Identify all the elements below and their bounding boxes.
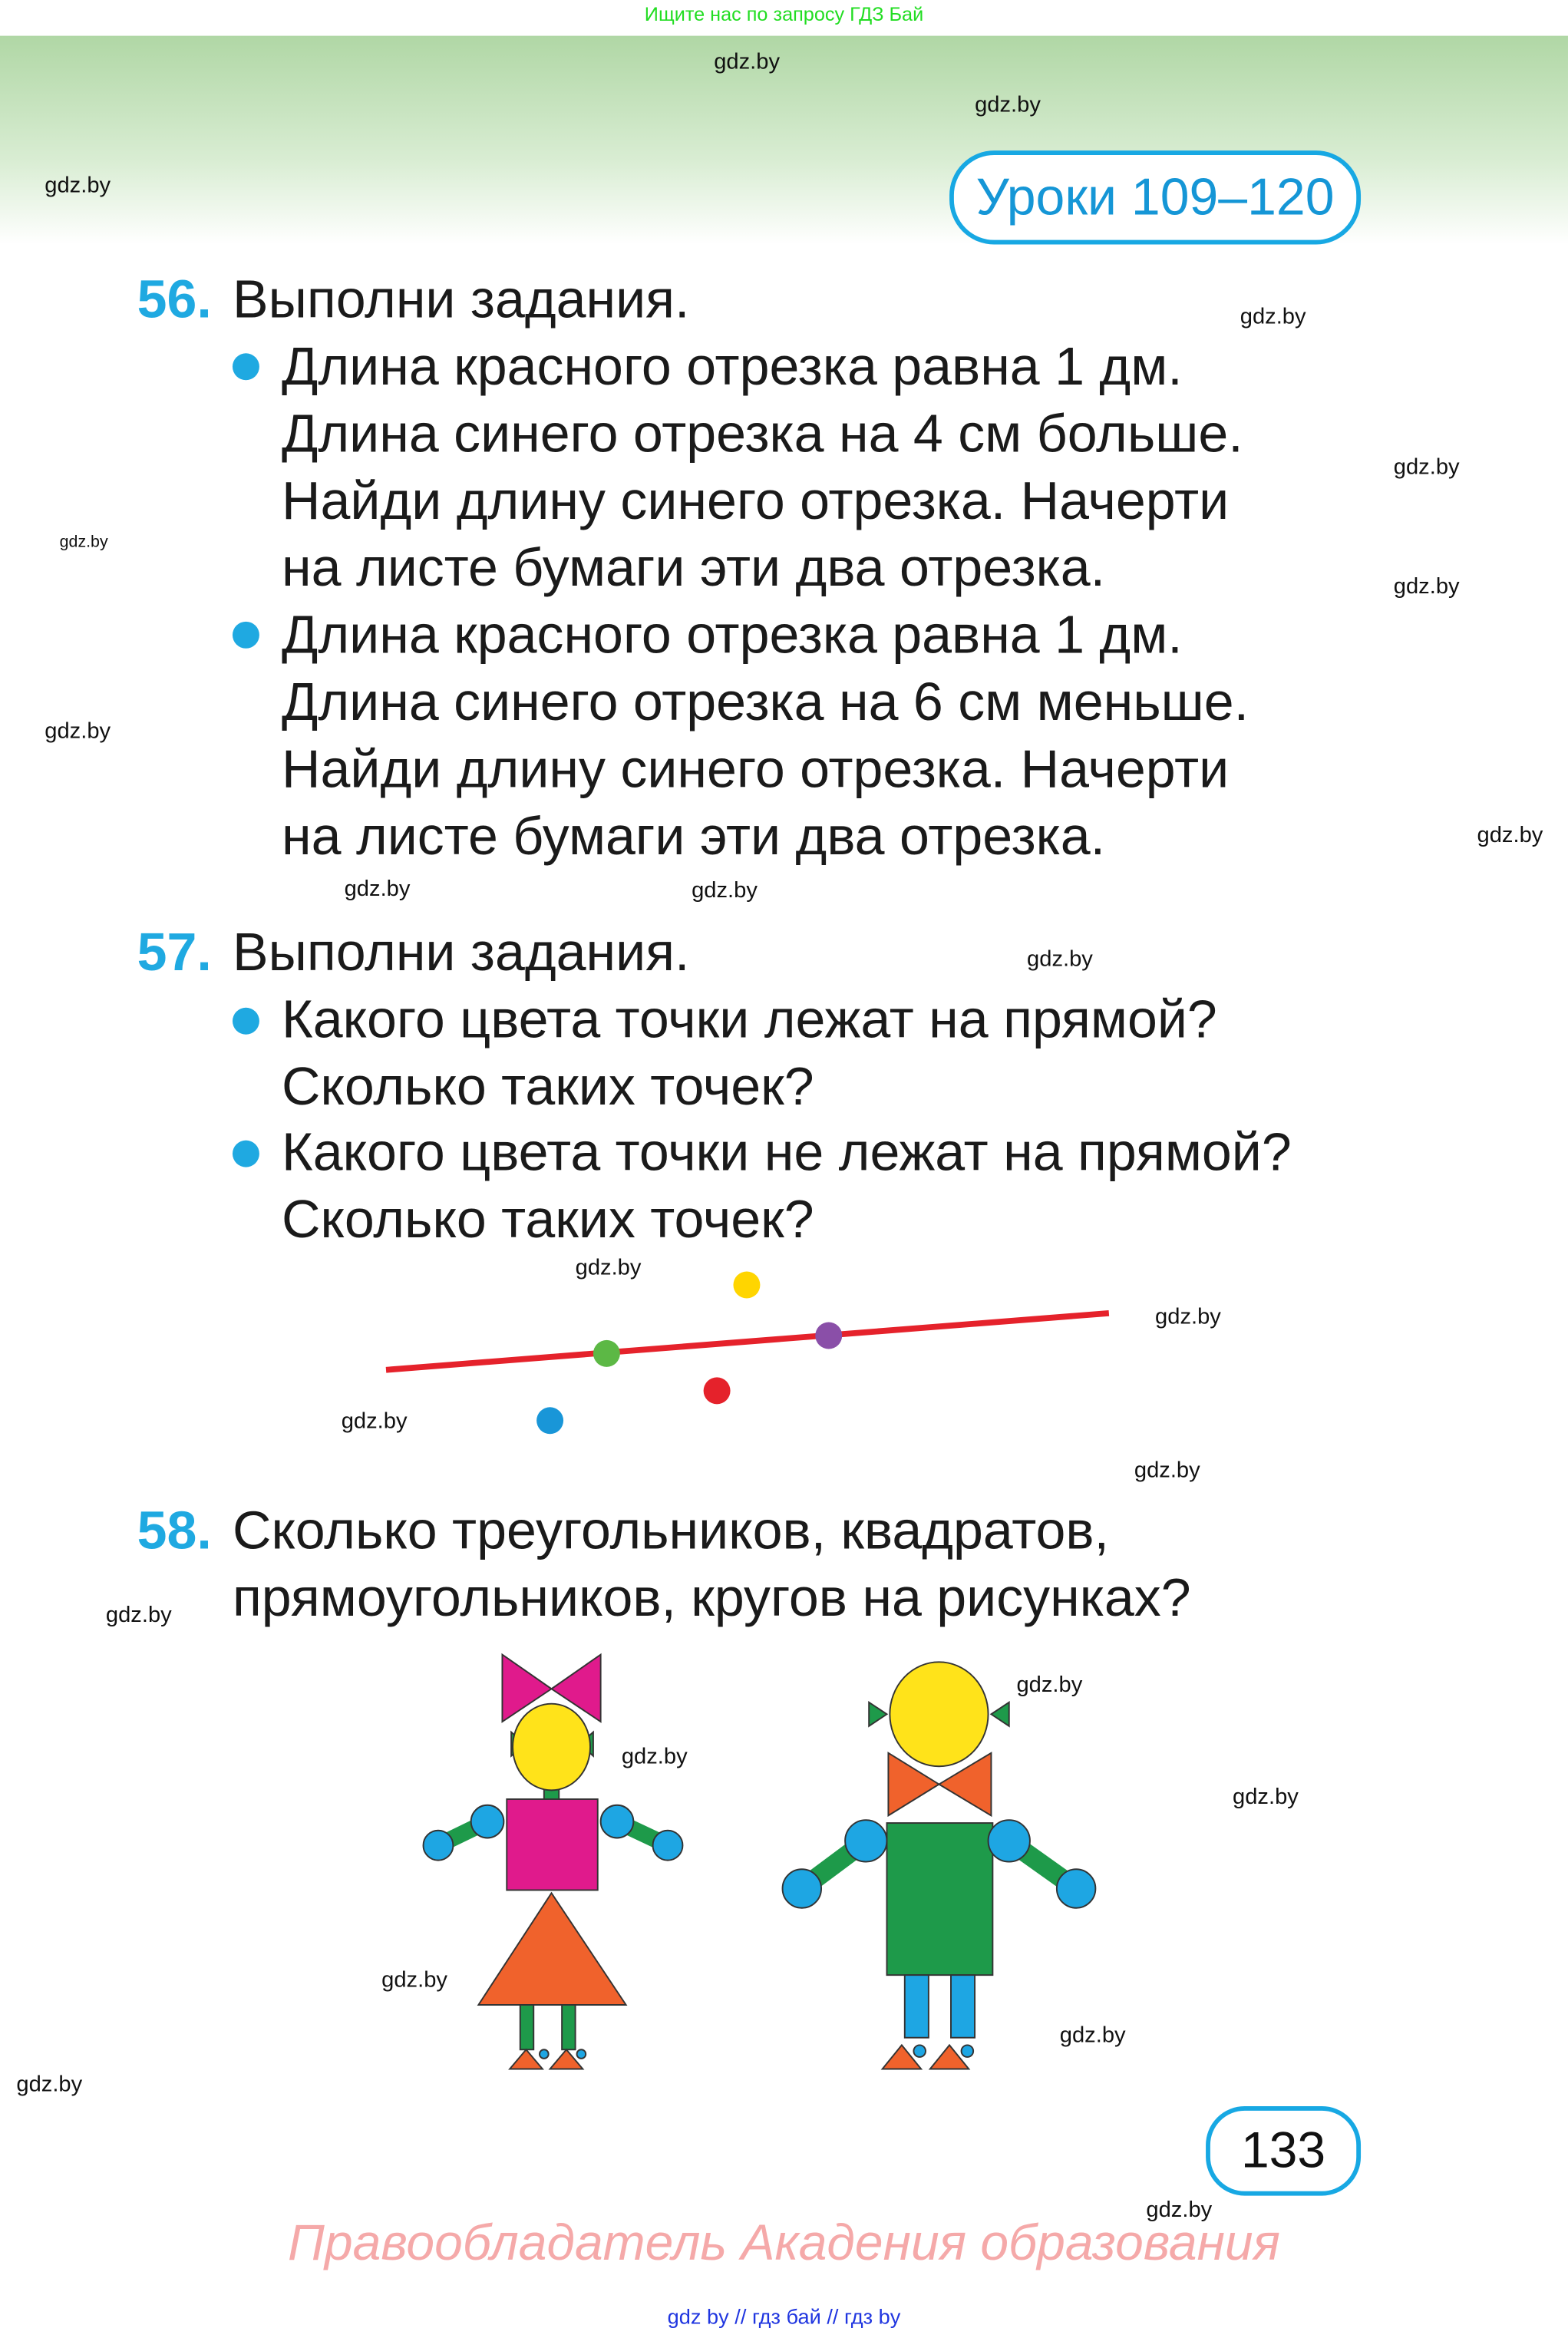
head-circle (890, 1662, 988, 1766)
line-with-points-figure (386, 1272, 1109, 1435)
hand-circle (653, 1831, 683, 1861)
leg (562, 2005, 575, 2049)
text-line: Сколько таких точек? (282, 1055, 814, 1117)
watermark: gdz.by (975, 92, 1041, 118)
lessons-badge: Уроки 109–120 (949, 150, 1361, 244)
watermark: gdz.by (714, 49, 781, 75)
watermark: gdz.by (1027, 946, 1093, 973)
shoulder-circle (601, 1805, 634, 1838)
head-circle (513, 1704, 590, 1791)
text-line: прямоугольников, кругов на рисунках? (232, 1567, 1191, 1628)
green-point (593, 1340, 620, 1367)
watermark: gdz.by (1393, 454, 1460, 480)
task-56-number: 56. (137, 268, 212, 330)
page-number: 133 (1206, 2106, 1361, 2196)
copyright-notice: Правообладатель Акадения образования (288, 2214, 1280, 2272)
foot-circle (577, 2049, 586, 2059)
watermark: gdz.by (1134, 1458, 1200, 1484)
watermark: gdz.by (45, 173, 111, 199)
text-line: Найди длину синего отрезка. Начерти (282, 469, 1230, 531)
watermark: gdz.by (575, 1255, 642, 1281)
task-57-number: 57. (137, 921, 212, 982)
ear-triangle (869, 1702, 886, 1726)
watermark: gdz.by (105, 1602, 172, 1628)
watermark: gdz.by (621, 1744, 688, 1770)
text-line: Сколько треугольников, квадратов, (232, 1499, 1109, 1561)
body-rectangle (886, 1823, 992, 1975)
boy-figure (783, 1662, 1096, 2069)
watermark: gdz.by (1240, 304, 1306, 330)
leg (905, 1975, 929, 2038)
foot-triangle (510, 2049, 543, 2069)
blue-point (536, 1407, 563, 1434)
skirt-triangle (478, 1893, 626, 2005)
text-line: Какого цвета точки не лежат на прямой? (282, 1121, 1292, 1183)
shoulder-circle (845, 1820, 886, 1861)
foot-circle (913, 2045, 926, 2057)
hand-circle (424, 1831, 454, 1861)
purple-point (815, 1323, 842, 1349)
watermark: gdz.by (1059, 2023, 1126, 2049)
watermark: gdz.by (59, 533, 108, 552)
watermark: gdz.by (692, 877, 758, 903)
girl-figure (424, 1655, 683, 2069)
watermark: gdz.by (1155, 1304, 1221, 1330)
hand-circle (1057, 1869, 1095, 1907)
watermark: gdz.by (341, 1408, 408, 1435)
footer-links[interactable]: gdz by // гдз бай // гдз by (667, 2304, 901, 2329)
watermark: gdz.by (1477, 822, 1543, 848)
watermark: gdz.by (1233, 1784, 1299, 1810)
text-line: Найди длину синего отрезка. Начерти (282, 738, 1230, 799)
hand-circle (783, 1869, 821, 1907)
foot-circle (962, 2045, 974, 2057)
watermark: gdz.by (1146, 2197, 1213, 2223)
task-56-title: Выполни задания. (232, 268, 690, 330)
watermark: gdz.by (381, 1967, 447, 1993)
text-line: Длина синего отрезка на 4 см больше. (282, 402, 1243, 464)
text-line: Длина красного отрезка равна 1 дм. (282, 603, 1183, 665)
task-57-title: Выполни задания. (232, 921, 690, 982)
red-point (704, 1377, 731, 1404)
text-line: Какого цвета точки лежат на прямой? (282, 988, 1217, 1050)
shoulder-circle (989, 1820, 1030, 1861)
watermark: gdz.by (1393, 573, 1460, 599)
foot-circle (540, 2049, 549, 2059)
text-line: на листе бумаги эти два отрезка. (282, 537, 1106, 598)
text-line: Длина красного отрезка равна 1 дм. (282, 335, 1183, 397)
watermark: gdz.by (1016, 1672, 1083, 1698)
leg (951, 1975, 975, 2038)
text-line: на листе бумаги эти два отрезка. (282, 804, 1106, 867)
text-line: Длина синего отрезка на 6 см меньше. (282, 670, 1249, 732)
body-square (507, 1799, 597, 1890)
yellow-point (733, 1272, 760, 1299)
text-line: Сколько таких точек? (282, 1187, 814, 1250)
task-58-number: 58. (137, 1499, 212, 1561)
shoulder-circle (471, 1805, 504, 1838)
leg (520, 2005, 533, 2049)
top-banner[interactable]: Ищите нас по запросу ГДЗ Бай (644, 2, 924, 26)
watermark: gdz.by (16, 2072, 83, 2098)
watermark: gdz.by (45, 718, 111, 745)
watermark: gdz.by (344, 876, 411, 902)
red-line (386, 1313, 1109, 1370)
ear-triangle (991, 1702, 1008, 1726)
